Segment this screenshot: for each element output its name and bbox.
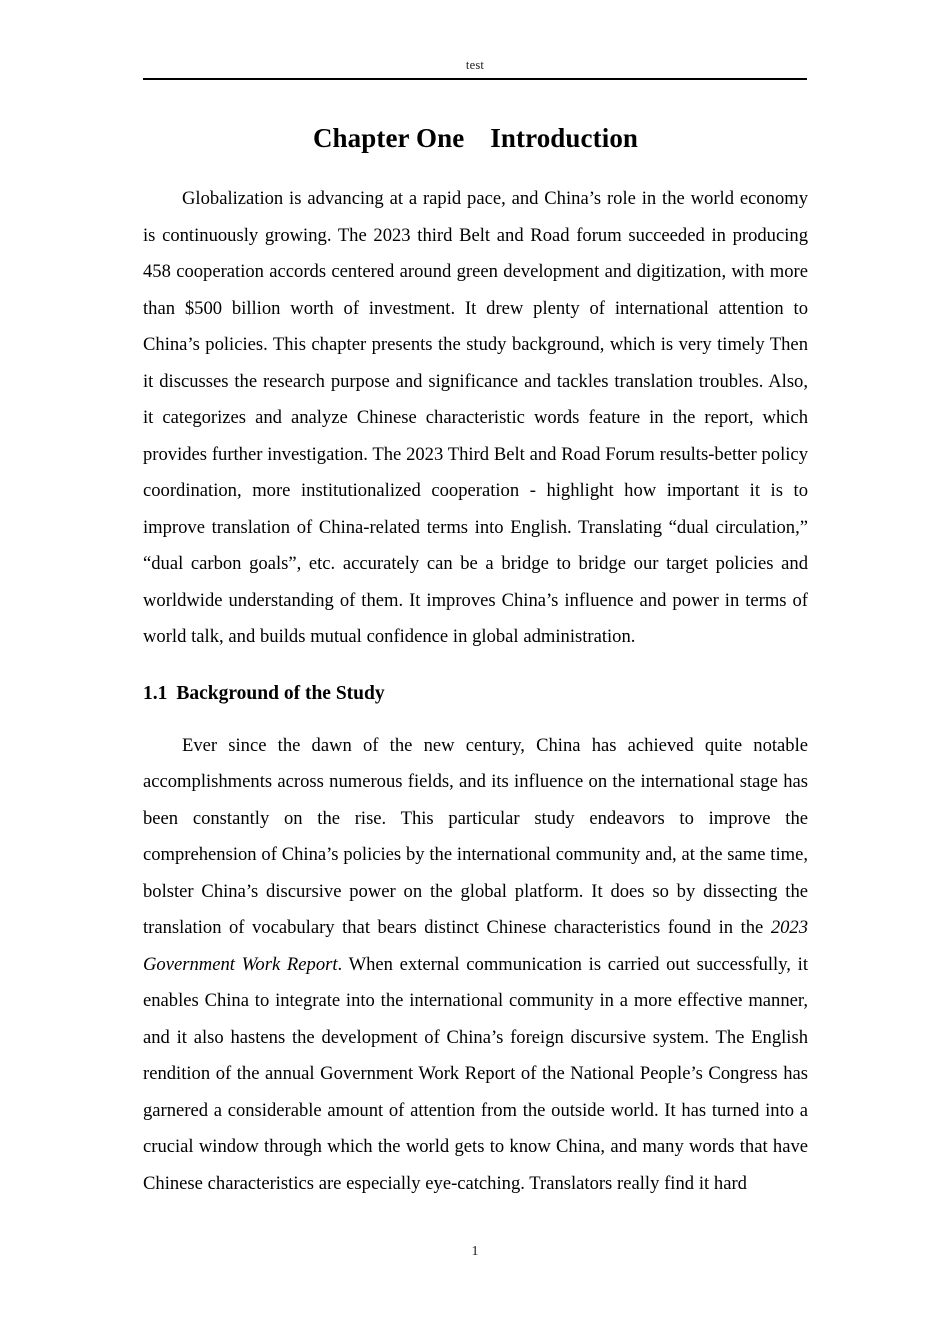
chapter-title-part-two: Introduction [490, 123, 639, 153]
background-paragraph [143, 728, 808, 1203]
intro-paragraph [143, 181, 808, 656]
page-number: 1 [471, 1244, 479, 1259]
section-heading-background [143, 680, 808, 708]
page-header [143, 58, 807, 88]
page-footer [143, 1243, 807, 1261]
section-label: Background of the Study [176, 682, 385, 704]
chapter-title-part-one: Chapter One [312, 123, 465, 153]
header-divider [143, 78, 807, 80]
background-text-lead: Ever since the dawn of the new century, China has achieved quite notable accomplishments across numerous fields, and its influence on the international stage has been constantly on the rise. This particular study endeavors to improve the comprehension of China’s policies by the international community and, at the same time, bolster China’s discursive power on the global platform. It does so by dissecting the translation of vocabulary that bears distinct Chinese characteristics found in the [143, 734, 808, 938]
report-title-italic: 2023 Government Work Report [143, 917, 808, 975]
running-head: test [465, 58, 485, 72]
chapter-title [143, 121, 808, 155]
background-text-tail: . When external communication is carried out successfully, it enables China to integrate into the international community in a more effective manner, and it also hastens the development of China’s foreign discursive system. The English rendition of the annual Government Work Report of the National People’s Congress has garnered a considerable amount of attention from the outside world. It has turned into a crucial window through which the world gets to know China, and many words that have Chinese characteristics are especially eye-catching. Translators really find it hard [143, 953, 808, 1194]
intro-paragraph-text: Globalization is advancing at a rapid pace, and China’s role in the world economy is continuously growing. The 2023 third Belt and Road forum succeeded in producing 458 cooperation accords centered around green development and digitization, with more than $500 billion worth of investment. It drew plenty of international attention to China’s policies. This chapter presents the study background, which is very timely Then it discusses the research purpose and significance and tackles translation troubles. Also, it categorizes and analyze Chinese characteristic words feature in the report, which provides further investigation. The 2023 Third Belt and Road Forum results-better policy coordination, more institutionalized cooperation - highlight how important it is to improve translation of China-related terms into English. Translating “dual circulation,” “dual carbon goals”, etc. accurately can be a bridge to bridge our target policies and worldwide understanding of them. It improves China’s influence and power in terms of world talk, and builds mutual confidence in global administration. [143, 188, 808, 647]
page-content [143, 121, 808, 1202]
section-number: 1.1 [143, 682, 168, 704]
